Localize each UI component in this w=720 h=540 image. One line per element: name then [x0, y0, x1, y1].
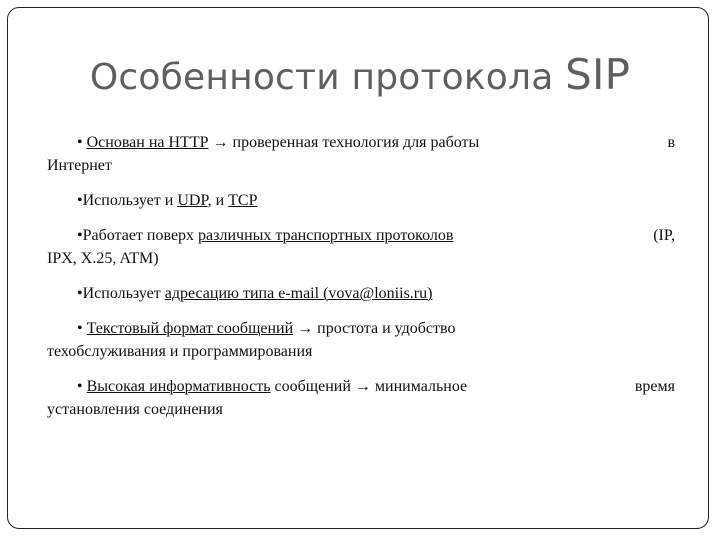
bullet-right-word: время — [634, 378, 675, 395]
bullet-item-udp-tcp: •Использует и UDP, и TCP — [77, 192, 258, 209]
title-main: Особенности протокола — [89, 57, 554, 98]
bullet-text-2: минимальное — [374, 378, 468, 395]
bullet-list — [47, 131, 687, 433]
link-text-format[interactable]: Текстовый формат сообщений — [86, 320, 294, 337]
link-email-addressing[interactable]: адресацию типа e-mail (vova@loniis.ru) — [164, 285, 433, 302]
bullet-item-http: • Основан на HTTP → проверенная технология для работы в Интернет — [47, 131, 687, 177]
bullet-item-addressing: •Использует адресацию типа e-mail (vova@loniis.ru) — [77, 285, 433, 302]
arrow-icon: → — [354, 378, 371, 395]
link-http[interactable]: Основан на HTTP — [86, 134, 209, 151]
link-tcp[interactable]: TCP — [228, 192, 258, 209]
link-transport-protocols[interactable]: различных транспортных протоколов — [198, 227, 454, 244]
bullet-continuation: установления соединения — [47, 401, 223, 418]
title-sip: SIP — [565, 50, 631, 99]
bullet-item-informativity: • Высокая информативность сообщений → минимальное время установления соединения — [47, 375, 687, 421]
link-informativity[interactable]: Высокая информативность — [86, 378, 271, 395]
slide-title — [0, 50, 720, 99]
bullet-item-text-format: • Текстовый формат сообщений → простота и удобство техобслуживания и программирования — [47, 317, 687, 363]
bullet-text: сообщений — [274, 378, 351, 395]
bullet-continuation: Интернет — [47, 157, 112, 174]
bullet-right-word: (IP, — [653, 227, 675, 244]
bullet-text: проверенная технология для работы — [232, 134, 480, 151]
arrow-icon: → — [212, 134, 229, 151]
link-udp[interactable]: UDP — [177, 192, 208, 209]
bullet-continuation: техобслуживания и программирования — [47, 343, 313, 360]
bullet-text: Использует — [82, 285, 161, 302]
bullet-text: Использует и — [82, 192, 174, 209]
bullet-text: простота и удобство — [317, 320, 456, 337]
bullet-text-mid: , и — [207, 192, 225, 209]
bullet-right-word: в — [667, 134, 675, 151]
bullet-continuation: IPX, X.25, ATM) — [47, 250, 159, 267]
bullet-text: Работает поверх — [82, 227, 195, 244]
arrow-icon: → — [297, 320, 314, 337]
bullet-item-transport: •Работает поверх различных транспортных протоколов (IP, IPX, X.25, ATM) — [47, 224, 687, 270]
